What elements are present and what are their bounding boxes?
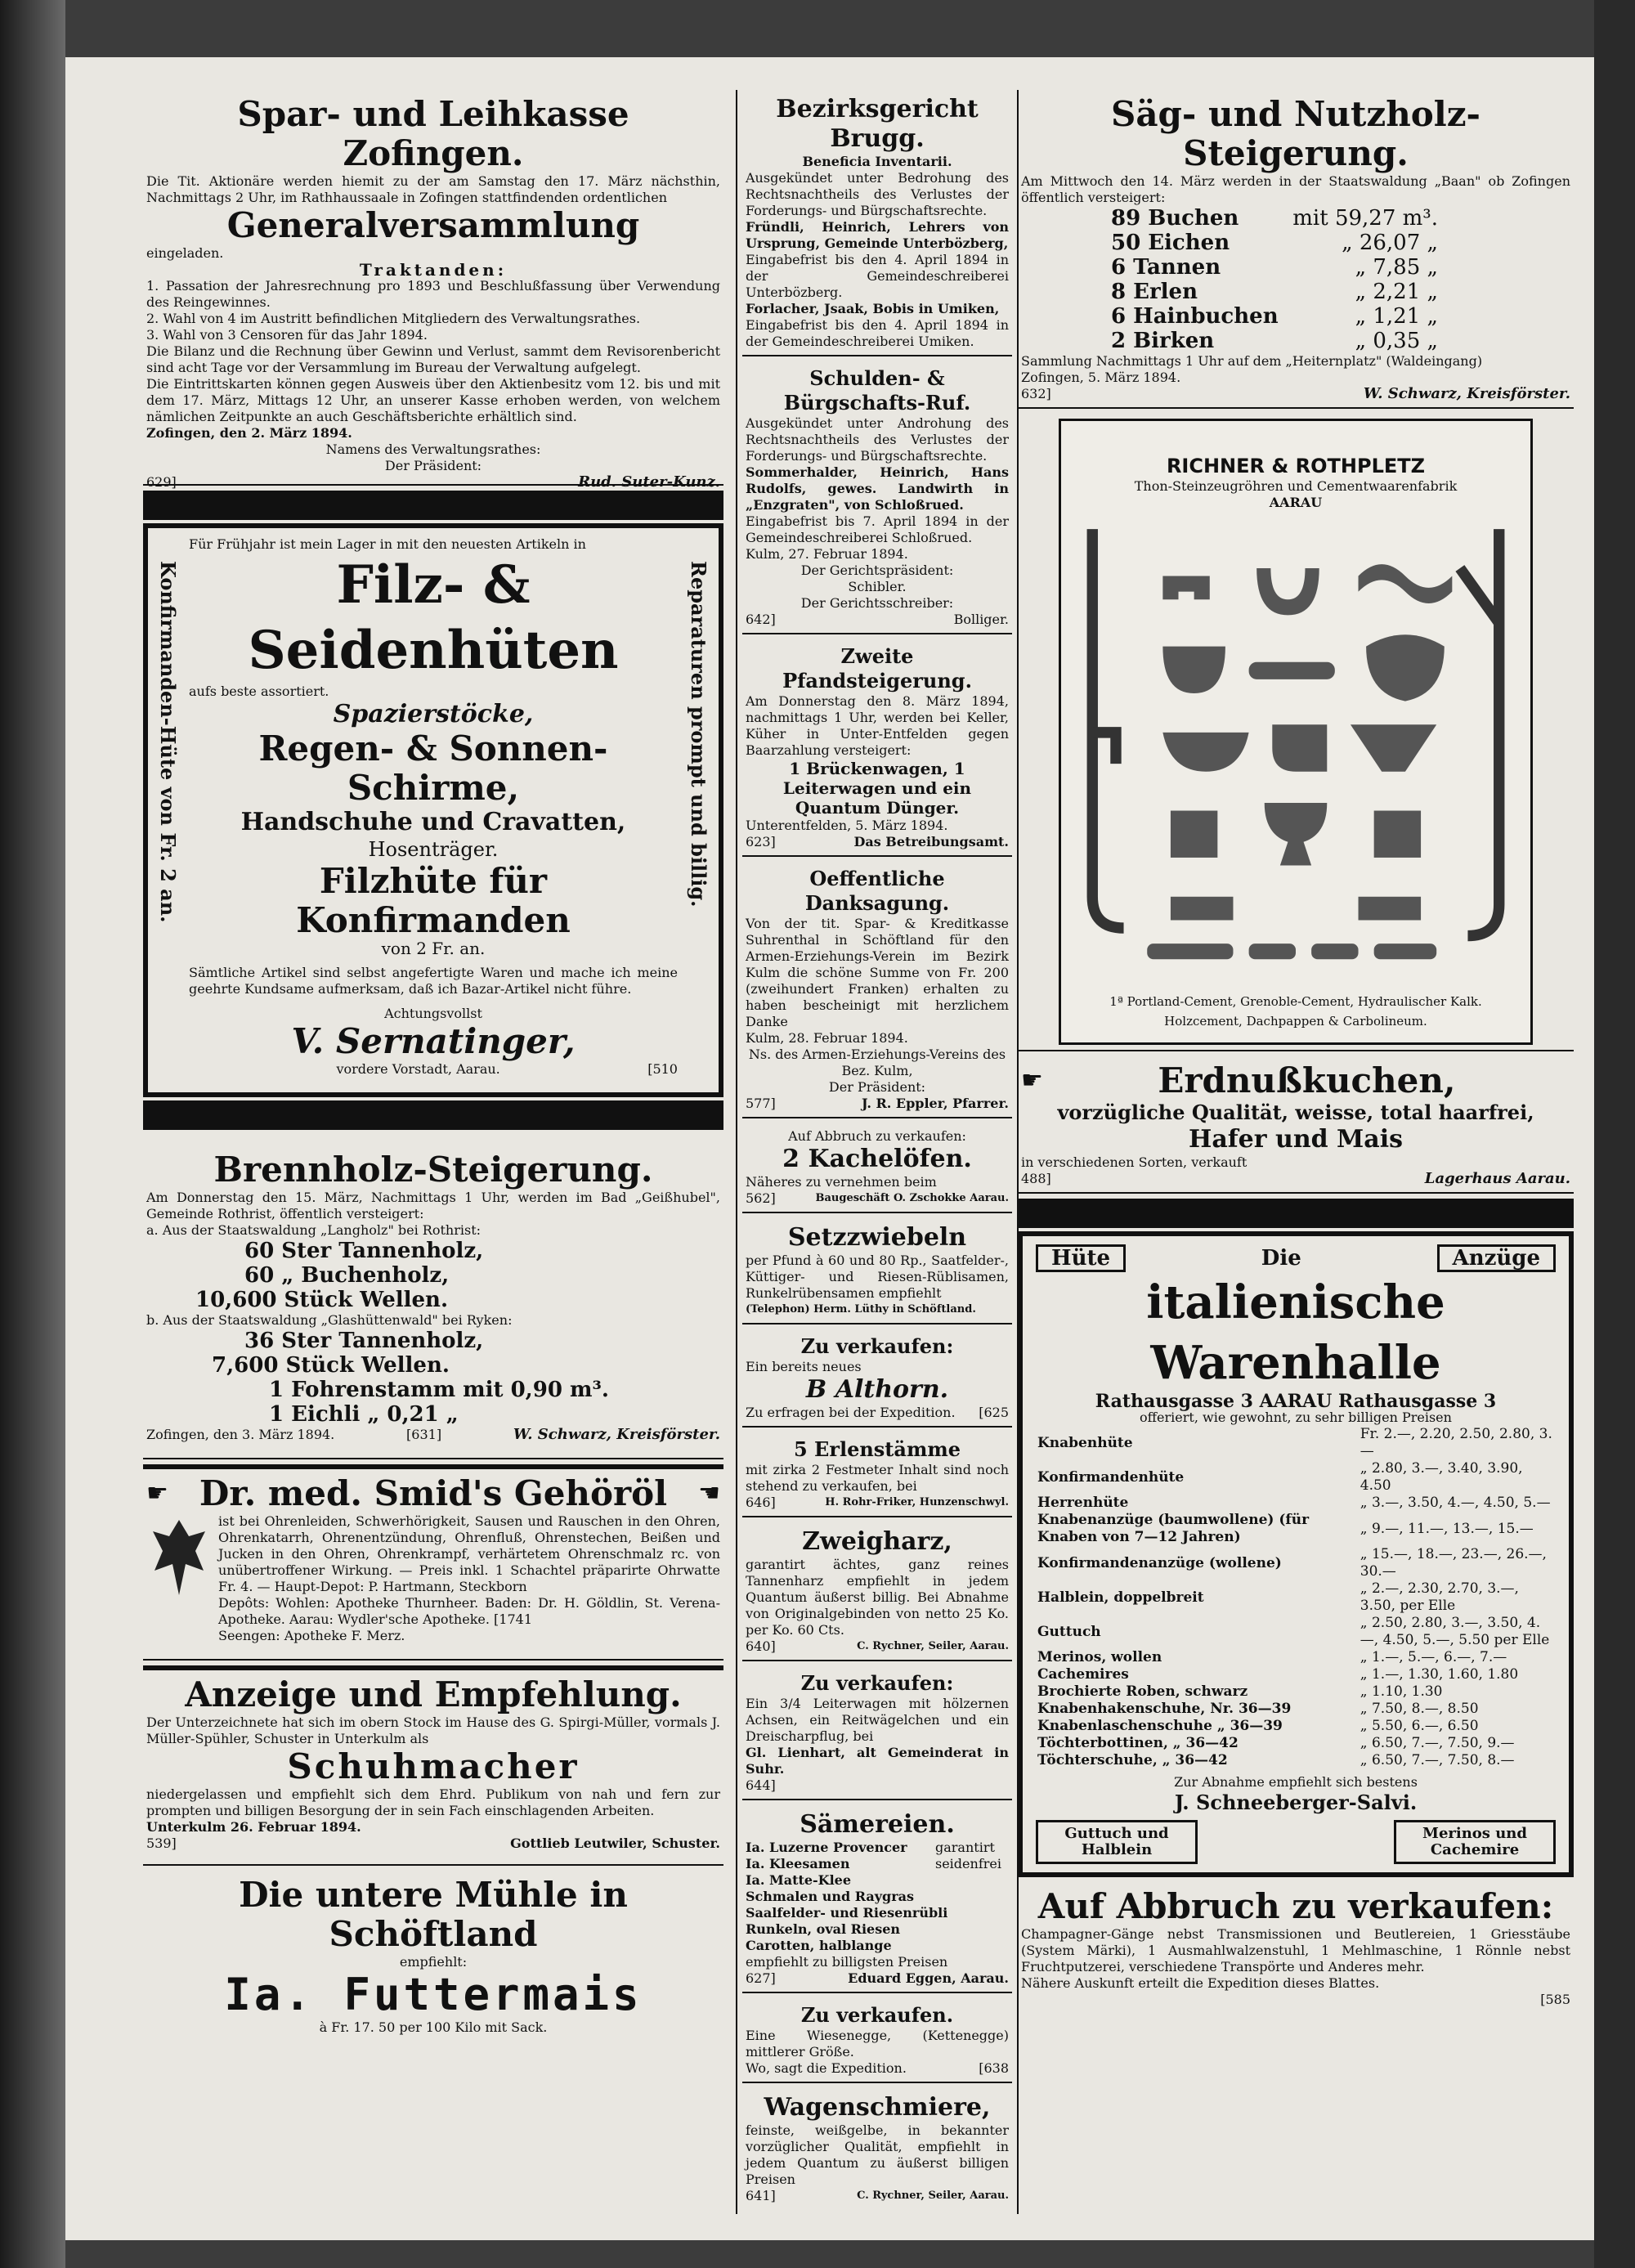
row-value: „ 1.—, 5.—, 6.—, 7.— xyxy=(1360,1649,1507,1665)
table-row xyxy=(1036,1495,1556,1512)
ad-text: Für Frühjahr ist mein Lager in mit den neuesten Artikeln in xyxy=(189,536,586,552)
ad-text: Ausgekündet unter Bedrohung des Rechtsnachtheils des Verlustes der Forderungs- und Bürgschaftsrechte. xyxy=(746,170,1009,218)
label-box: Anzüge xyxy=(1437,1244,1556,1272)
row-value: „ 2.80, 3.—, 3.40, 3.90, 4.50 xyxy=(1360,1460,1523,1494)
ad-signature: Rud. Suter-Kunz. xyxy=(578,473,720,491)
ad-title: Oeffentliche Danksagung. xyxy=(804,867,950,915)
ad-signature: Gottlieb Leutwiler, Schuster. xyxy=(510,1835,720,1851)
ad-text: Depôts: Wohlen: Apotheke Thurnheer. Baden: Dr. H. Göldlin, St. Verena-Apotheke. Aarau: Wydler'sche Apotheke. [1741 xyxy=(218,1595,720,1627)
ad-text: Am Donnerstag den 8. März 1894, nachmittags 1 Uhr, werden bei Keller, Küher in Unter-Entfelden gegen Baarzahlung versteigert: xyxy=(746,693,1009,758)
ad-text: Die Eintrittskarten können gegen Ausweis über den Aktienbesitz vom 12. bis und mit dem 17. März, Mittags 12 Uhr, an unserer Kasse erhoben werden, von welchem nämlichen Zeitpunkte an auch Geschäftsberichte erhältlich sind. xyxy=(146,376,720,424)
list-item: 1 Eichli „ 0,21 „ xyxy=(269,1402,459,1427)
row-label: Guttuch xyxy=(1037,1623,1101,1640)
ad-title: Bezirksgericht Brugg. xyxy=(776,95,979,153)
ad-number: 644] xyxy=(746,1777,776,1793)
ad-heading: Traktanden: xyxy=(359,260,508,280)
list-item: 60 Ster Tannenholz, xyxy=(244,1239,484,1263)
footer-text: 1ª Portland-Cement, Grenoble-Cement, Hydraulischer Kalk. xyxy=(1109,994,1482,1009)
ad-text: aufs beste assortiert. xyxy=(189,684,329,699)
list-item: 2. Wahl von 4 im Austritt befindlichen Mitgliedern des Verwaltungsrathes. xyxy=(146,311,641,326)
column-left xyxy=(143,90,723,2046)
ad-text: Achtungsvollst xyxy=(384,1006,482,1021)
ad-subtitle: Hafer und Mais xyxy=(1188,1125,1403,1154)
ad-number: 623] xyxy=(746,834,776,849)
company-subtitle: Thon-Steinzeugröhren und Cementwaarenfabrik xyxy=(1134,478,1458,494)
ad-text: offeriert, wie gewohnt, zu sehr billigen Preisen xyxy=(1140,1410,1452,1425)
ad-number: 642] xyxy=(746,612,776,627)
ad-text: Nähere Auskunft erteilt die Expedition dieses Blattes. xyxy=(1021,1975,1380,1991)
label-box: Merinos und Cachemire xyxy=(1394,1820,1556,1864)
row-value: „ 5.50, 6.—, 6.50 xyxy=(1360,1718,1479,1734)
row-label: Knabenanzüge (baumwollene) (für Knaben von 7—12 Jahren) xyxy=(1037,1512,1310,1545)
ad-text: Eingabefrist bis 7. April 1894 in der Gemeindeschreiberei Schloßrued. xyxy=(746,513,1009,545)
row-label: Knabenhakenschuhe, Nr. 36—39 xyxy=(1037,1701,1292,1717)
ad-text: Champagner-Gänge nebst Transmissionen und Beutlereien, 1 Griesstäube (System Märki), 1 Ausmahlwalzenstuhl, 1 Mehlmaschine, 1 Rönnle nebst Fruchtputzerei, verschiedene Transpörte und Anderes mehr. xyxy=(1021,1926,1570,1974)
ad-erlenstaemme xyxy=(742,1432,1012,1517)
ad-text: ist bei Ohrenleiden, Schwerhörigkeit, Sausen und Rauschen in den Ohren, Ohrenkatarrh, Ohrenentzündung, Ohrenfluß, Ohrenstechen, Beißen und Jucken in den Ohren, Ohrenkrampf, verhärtetem Ohrenschmalz rc. von unübertroffener Wirkung. — Preis inkl. 1 Schachtel präparirte Ohrwatte Fr. 4. — Haupt-Depot: P. Hartmann, Steckborn xyxy=(218,1513,720,1594)
pointing-hand-icon: ☛ xyxy=(1021,1066,1043,1095)
row-label: Töchterbottinen, „ 36—42 xyxy=(1037,1735,1239,1751)
ad-signature: (Telephon) Herm. Lüthy in Schöftland. xyxy=(746,1303,976,1316)
ad-text: Am Donnerstag den 15. März, Nachmittags 1 Uhr, werden im Bad „Geißhubel", Gemeinde Rothrist, öffentlich versteigert: xyxy=(146,1190,720,1221)
table-row xyxy=(1036,1701,1556,1718)
row-label: Knabenhüte xyxy=(1037,1434,1133,1451)
book-spine xyxy=(0,0,65,2268)
footer-text: Holzcement, Dachpappen & Carbolineum. xyxy=(1164,1014,1427,1029)
side-text: Konfirmanden-Hüte von Fr. 2 an. xyxy=(156,561,180,923)
list-item: 1. Passation der Jahresrechnung pro 1893 und Beschlußfassung über Verwendung des Reingewinnes. xyxy=(146,278,720,310)
table-row xyxy=(1036,1426,1556,1460)
ad-text: Auf Abbruch zu verkaufen: xyxy=(788,1128,966,1144)
ad-text: Sammlung Nachmittags 1 Uhr auf dem „Heiternplatz" (Waldeingang) xyxy=(1021,353,1483,369)
row-value: mit 59,27 m³. xyxy=(1292,206,1438,231)
pointing-hand-icon: ☚ xyxy=(698,1479,720,1508)
ad-title: Sämereien. xyxy=(800,1810,955,1839)
row-label: Halblein, doppelbreit xyxy=(1037,1589,1204,1606)
table-row xyxy=(1111,304,1438,329)
row-value: „ 7.50, 8.—, 8.50 xyxy=(1360,1701,1479,1717)
row-value: „ 6.50, 7.—, 7.50, 9.— xyxy=(1360,1735,1515,1751)
ad-title: Zweigharz, xyxy=(802,1527,952,1556)
ad-schuhmacher xyxy=(143,1665,723,1866)
ad-text: empfiehlt: xyxy=(399,1954,468,1970)
ad-signature: Lagerhaus Aarau. xyxy=(1424,1170,1570,1187)
table-row xyxy=(1036,1666,1556,1683)
ad-text: Eine Wiesenegge, (Kettenegge) mittlerer Größe. xyxy=(746,2028,1009,2060)
ad-number: 641] xyxy=(746,2188,776,2203)
ad-text: Forlacher, Jsaak, Bobis in Umiken, xyxy=(746,301,1000,316)
ad-number: [585 xyxy=(1540,1992,1570,2007)
ad-line: Regen- & Sonnen-Schirme, xyxy=(258,728,608,808)
ad-date: Unterkulm 26. Februar 1894. xyxy=(146,1819,361,1835)
table-row xyxy=(1036,1546,1556,1580)
page-edge xyxy=(1594,0,1635,2268)
row-label: 6 Tannen xyxy=(1111,255,1221,280)
ad-number: [510 xyxy=(647,1061,678,1077)
table-row xyxy=(1036,1683,1556,1701)
ad-title: 5 Erlenstämme xyxy=(793,1437,961,1461)
ad-sign: Der Präsident: xyxy=(384,458,482,473)
ad-richner-rothpletz xyxy=(1018,414,1574,1051)
ad-text: a. Aus der Staatswaldung „Langholz" bei Rothrist: xyxy=(146,1222,482,1238)
row-value: „ 26,07 „ xyxy=(1342,231,1438,255)
ad-signature: J. R. Eppler, Pfarrer. xyxy=(862,1096,1009,1111)
ad-text: per Pfund à 60 und 80 Rp., Saatfelder-, Küttiger- und Riesen-Rüblisamen, Runkelrübensamen empfiehlt xyxy=(746,1253,1009,1301)
ad-signature: C. Rychner, Seiler, Aarau. xyxy=(857,2190,1009,2202)
ad-number: 562] xyxy=(746,1190,776,1206)
ad-title: Anzeige und Empfehlung. xyxy=(185,1674,682,1714)
row-label: 6 Hainbuchen xyxy=(1111,304,1279,329)
pipe-catalog-illustration xyxy=(1059,419,1533,1045)
row-value: „ 2,21 „ xyxy=(1355,280,1438,304)
ad-title: Zu verkaufen: xyxy=(800,1334,954,1358)
list-item: 10,600 Stück Wellen. xyxy=(195,1288,449,1312)
ad-signature: Eduard Eggen, Aarau. xyxy=(848,1970,1009,1986)
row-label: Knabenlaschenschuhe „ 36—39 xyxy=(1037,1718,1283,1734)
list-item: Saalfelder- und Riesenrübli xyxy=(746,1905,948,1921)
ad-line: Handschuhe und Cravatten, xyxy=(240,808,626,836)
ad-zweigharz xyxy=(742,1522,1012,1661)
list-item: Carotten, halblange xyxy=(746,1938,892,1953)
row-value: „ 1,21 „ xyxy=(1355,304,1438,329)
ad-title: Säg- und Nutzholz-Steigerung. xyxy=(1111,94,1480,173)
ad-text: garantirt seidenfrei xyxy=(935,1840,1001,1871)
ad-line: Spazierstöcke, xyxy=(333,700,534,728)
table-row xyxy=(1036,1460,1556,1495)
row-label: 8 Erlen xyxy=(1111,280,1198,304)
row-value: „ 3.—, 3.50, 4.—, 4.50, 5.— xyxy=(1360,1495,1551,1511)
ad-signature: C. Rychner, Seiler, Aarau. xyxy=(857,1640,1009,1652)
ad-date: Kulm, 27. Februar 1894. xyxy=(746,546,908,562)
ad-number: 629] xyxy=(146,474,177,490)
ad-saegholz xyxy=(1018,90,1574,409)
row-value: „ 1.—, 1.30, 1.60, 1.80 xyxy=(1360,1666,1519,1683)
ad-gehoeroel xyxy=(143,1464,723,1661)
ad-text: vorzügliche Qualität, weisse, total haarfrei, xyxy=(1057,1100,1534,1124)
ad-text: niedergelassen und empfiehlt sich dem Ehrd. Publikum von nah und fern zur prompten und billigen Besorgung der in sein Fach einschlagenden Arbeiten. xyxy=(146,1786,720,1818)
table-row xyxy=(1036,1718,1556,1735)
list-item: 3. Wahl von 3 Censoren für das Jahr 1894. xyxy=(146,327,428,343)
ad-signature: Gl. Lienhart, alt Gemeinderat in Suhr. xyxy=(746,1745,1009,1777)
row-label: 2 Birken xyxy=(1111,329,1215,353)
ad-title: Erdnußkuchen, xyxy=(1158,1060,1456,1100)
ad-kacheloefen xyxy=(742,1123,1012,1213)
ad-sign: Ns. des Armen-Erziehungs-Vereins des Bez. Kulm, xyxy=(748,1047,1006,1078)
table-row xyxy=(1036,1615,1556,1649)
ad-title: Auf Abbruch zu verkaufen: xyxy=(1037,1886,1554,1926)
list-item: 7,600 Stück Wellen. xyxy=(212,1353,450,1378)
ad-text: empfiehlt zu billigsten Preisen xyxy=(746,1954,948,1970)
row-label: Merinos, wollen xyxy=(1037,1649,1162,1665)
ad-text: Am Mittwoch den 14. März werden in der Staatswaldung „Baan" ob Zofingen öffentlich versteigert: xyxy=(1021,173,1570,205)
row-value: „ 0,35 „ xyxy=(1355,329,1438,353)
ad-text: Zur Abnahme empfiehlt sich bestens xyxy=(1174,1774,1418,1790)
table-row xyxy=(1111,206,1438,231)
ad-signature: Das Betreibungsamt. xyxy=(853,834,1009,849)
ad-text: Die Tit. Aktionäre werden hiemit zu der am Samstag den 17. März nächsthin, Nachmittags 2 Uhr, im Rathhaussaale in Zofingen stattfindenden ordentlichen xyxy=(146,173,720,205)
ad-text: garantirt ächtes, ganz reines Tannenharz empfiehlt in jedem Quantum äußerst billig. Bei Abnahme von Originalgebinden von netto 25 Ko. per Ko. 60 Cts. xyxy=(746,1557,1009,1638)
row-label: Cachemires xyxy=(1037,1666,1129,1683)
list-item: Runkeln, oval Riesen xyxy=(746,1921,901,1937)
row-value: „ 9.—, 11.—, 13.—, 15.— xyxy=(1360,1520,1534,1537)
ad-title: Zu verkaufen. xyxy=(800,2003,954,2027)
ad-sign: Bolliger. xyxy=(953,612,1009,627)
row-value: „ 6.50, 7.—, 7.50, 8.— xyxy=(1360,1752,1515,1768)
ad-line: Hosenträger. xyxy=(368,838,499,861)
ad-number: 640] xyxy=(746,1638,776,1654)
row-value: „ 7,85 „ xyxy=(1355,255,1438,280)
list-item: 36 Ster Tannenholz, xyxy=(244,1329,484,1353)
ad-line: von 2 Fr. an. xyxy=(381,939,486,958)
row-value: „ 15.—, 18.—, 23.—, 26.—, 30.— xyxy=(1360,1546,1547,1580)
company-name: RICHNER & ROTHPLETZ xyxy=(1166,455,1426,477)
ad-text: in verschiedenen Sorten, verkauft xyxy=(1021,1154,1248,1170)
row-value: „ 2.50, 2.80, 3.—, 3.50, 4.—, 4.50, 5.—, 5.50 per Elle xyxy=(1360,1615,1550,1648)
ad-date: Zofingen, 5. März 1894. xyxy=(1021,370,1181,385)
ad-wagenschmiere xyxy=(742,2088,1012,2209)
ad-number: 646] xyxy=(746,1495,776,1510)
ad-althorn xyxy=(742,1329,1012,1428)
ad-number: 632] xyxy=(1021,386,1051,401)
list-item: 60 „ Buchenholz, xyxy=(244,1263,450,1288)
ad-number: [638 xyxy=(979,2060,1009,2076)
table-row xyxy=(1036,1512,1556,1546)
ad-text: Ein bereits neues xyxy=(746,1359,862,1374)
ad-date: Zofingen, den 3. März 1894. xyxy=(146,1427,335,1442)
ad-number: 539] xyxy=(146,1835,177,1851)
ad-leiterwagen xyxy=(742,1666,1012,1800)
ad-text: 1 Brückenwagen, 1 Leiterwagen und ein Quantum Dünger. xyxy=(782,759,972,818)
ad-address: vordere Vorstadt, Aarau. xyxy=(336,1061,500,1077)
row-label: Brochierte Roben, schwarz xyxy=(1037,1683,1248,1700)
ad-subtitle: Schuhmacher xyxy=(287,1746,580,1786)
decorative-band xyxy=(143,1100,723,1130)
ad-saemereien xyxy=(742,1805,1012,1993)
ad-text: Der Unterzeichnete hat sich im obern Stock im Hause des G. Spirgi-Müller, vormals J. Müller-Spühler, Schuster in Unterkulm als xyxy=(146,1714,720,1746)
ad-signature: W. Schwarz, Kreisförster. xyxy=(1363,385,1570,402)
ad-abbruch-muehle xyxy=(1018,1882,1574,2013)
ad-line: Filzhüte für Konfirmanden xyxy=(296,861,571,940)
row-label: Konfirmandenhüte xyxy=(1037,1468,1185,1486)
row-value: „ 2.—, 2.30, 2.70, 3.—, 3.50, per Elle xyxy=(1360,1580,1519,1614)
ad-address: Rathausgasse 3 AARAU Rathausgasse 3 xyxy=(1095,1391,1497,1412)
ad-title: Spar- und Leihkasse Zofingen. xyxy=(237,94,629,173)
list-item: 1 Fohrenstamm mit 0,90 m³. xyxy=(269,1378,609,1402)
column-right xyxy=(1018,90,1574,2018)
row-label: Herrenhüte xyxy=(1037,1495,1129,1511)
ad-text: eingeladen. xyxy=(146,245,224,261)
ad-title: Filz- & Seidenhüten xyxy=(248,554,619,681)
decorative-band xyxy=(1018,1199,1574,1228)
ad-signature: Baugeschäft O. Zschokke Aarau. xyxy=(815,1192,1009,1204)
row-value: „ 1.10, 1.30 xyxy=(1360,1683,1443,1700)
ad-text: Wo, sagt die Expedition. xyxy=(746,2060,907,2076)
ad-bezirksgericht xyxy=(742,90,1012,356)
ad-number: [631] xyxy=(406,1427,442,1442)
ad-title: 2 Kachelöfen. xyxy=(782,1145,972,1173)
ad-title: italienische Warenhalle xyxy=(1146,1275,1445,1390)
list-item: Ia. Kleesamen xyxy=(746,1856,850,1871)
ad-text: Zu erfragen bei der Expedition. xyxy=(746,1405,956,1420)
ad-date: Kulm, 28. Februar 1894. xyxy=(746,1030,908,1046)
ad-sernatinger xyxy=(143,491,723,1141)
ad-signature: W. Schwarz, Kreisförster. xyxy=(513,1426,720,1443)
table-row xyxy=(1111,231,1438,255)
ad-text: Von der tit. Spar- & Kreditkasse Suhrenthal in Schöftland für den Armen-Erziehungs-Verein im Bezirk Kulm die schöne Summe von Fr. 200 (zweihundert Franken) erhalten zu haben bescheinigt mit herzlichem Danke xyxy=(746,916,1009,1029)
ad-title: Schulden- & Bürgschafts-Ruf. xyxy=(783,366,971,415)
ad-number: [625 xyxy=(979,1405,1009,1420)
label-box: Guttuch und Halblein xyxy=(1036,1820,1198,1864)
ad-sign: Der Gerichtsschreiber: xyxy=(800,595,954,611)
table-row xyxy=(1111,280,1438,304)
ad-title: Wagenschmiere, xyxy=(764,2093,991,2122)
ad-text: Sommerhalder, Heinrich, Hans Rudolfs, gewes. Landwirth in „Enzgraten", von Schloßrued. xyxy=(746,464,1009,513)
ad-signature: V. Sernatinger, xyxy=(291,1021,576,1061)
ad-brennholz xyxy=(143,1145,723,1459)
table-row xyxy=(1036,1735,1556,1752)
ad-danksagung xyxy=(742,862,1012,1118)
ad-text: feinste, weißgelbe, in bekannter vorzüglicher Qualität, empfiehlt in jedem Quantum zu äußerst billigen Preisen xyxy=(746,2122,1009,2187)
ad-sign: Namens des Verwaltungsrathes: xyxy=(325,441,541,457)
ad-text: Eingabefrist bis den 4. April 1894 in der Gemeindeschreiberei Unterbözberg. xyxy=(746,252,1009,300)
ad-text: à Fr. 17. 50 per 100 Kilo mit Sack. xyxy=(319,2019,548,2035)
ad-setzzwiebeln xyxy=(742,1218,1012,1324)
list-item: Ia. Matte-Klee xyxy=(746,1872,852,1888)
ad-untere-muehle xyxy=(143,1871,723,2041)
ad-text: Eingabefrist bis den 4. April 1894 in der Gemeindeschreiberei Umiken. xyxy=(746,317,1009,349)
ad-date: Unterentfelden, 5. März 1894. xyxy=(746,818,948,833)
ad-text: Seengen: Apotheke F. Merz. xyxy=(218,1628,405,1643)
ad-wiesenegge xyxy=(742,1998,1012,2083)
ad-title: Brennholz-Steigerung. xyxy=(213,1150,653,1190)
ad-text: b. Aus der Staatswaldung „Glashüttenwald" bei Ryken: xyxy=(146,1312,513,1328)
price-table xyxy=(1036,1426,1556,1769)
pointing-hand-icon: ☛ xyxy=(146,1479,168,1508)
table-row xyxy=(1036,1752,1556,1769)
table-row xyxy=(1036,1580,1556,1615)
table-row xyxy=(1111,329,1438,353)
ad-text: Ein 3/4 Leiterwagen mit hölzernen Achsen, ein Reitwägelchen und ein Dreischarpflug, bei xyxy=(746,1696,1009,1744)
ad-number: 488] xyxy=(1021,1171,1051,1186)
row-value: Fr. 2.—, 2.20, 2.50, 2.80, 3.— xyxy=(1360,1426,1552,1459)
decorative-band xyxy=(143,491,723,520)
ad-signature: J. Schneeberger-Salvi. xyxy=(1174,1791,1418,1814)
ad-title: Zweite Pfandsteigerung. xyxy=(782,644,972,693)
list-item: Ia. Luzerne Provencer xyxy=(746,1840,907,1855)
ad-title: Die untere Mühle in Schöftland xyxy=(239,1875,628,1954)
ad-erdnusskuchen xyxy=(1018,1056,1574,1194)
ad-date: Zofingen, den 2. März 1894. xyxy=(146,425,352,441)
row-label: Töchterschuhe, „ 36—42 xyxy=(1037,1752,1228,1768)
ad-number: 627] xyxy=(746,1970,776,1986)
column-middle xyxy=(736,90,1019,2214)
row-label: 50 Eichen xyxy=(1111,231,1230,255)
ad-title: Zu verkaufen: xyxy=(800,1671,954,1695)
ad-subtitle: Ia. Futtermais xyxy=(224,1969,643,2020)
ad-text: Ausgekündet unter Androhung des Rechtsnachtheils des Verlustes der Forderungs- und Bürgschaftsrechte. xyxy=(746,415,1009,464)
ad-number: 577] xyxy=(746,1096,776,1111)
label-box: Hüte xyxy=(1036,1244,1126,1272)
ad-text: Sämtliche Artikel sind selbst angefertigte Waren und mache ich meine geehrte Kundsame aufmerksam, daß ich Bazar-Artikel nicht führe. xyxy=(189,965,678,997)
list-item: Schmalen und Raygras xyxy=(746,1889,915,1904)
table-row xyxy=(1111,255,1438,280)
table-row xyxy=(1036,1649,1556,1666)
ad-subtitle: Generalversammlung xyxy=(226,205,640,245)
ad-text: Die Bilanz und die Rechnung über Gewinn und Verlust, sammt dem Revisorenbericht sind acht Tage vor der Versammlung im Bureau der Verwaltung aufgelegt. xyxy=(146,343,720,375)
ad-sign: Der Präsident: xyxy=(828,1079,926,1095)
label-article: Die xyxy=(1261,1246,1301,1271)
ad-schuldenruf xyxy=(742,361,1012,634)
side-text: Reparaturen prompt und billig. xyxy=(687,561,710,908)
company-city: AARAU xyxy=(1269,495,1323,510)
ad-title: Dr. med. Smid's Gehöröl xyxy=(199,1473,668,1513)
ad-text: mit zirka 2 Festmeter Inhalt sind noch stehend zu verkaufen, bei xyxy=(746,1462,1009,1494)
ad-subtitle: Beneficia Inventarii. xyxy=(802,154,952,169)
ad-text: Fründli, Heinrich, Lehrers von Ursprung, Gemeinde Unterbözberg, xyxy=(746,219,1009,251)
ad-text: Näheres zu vernehmen beim xyxy=(746,1174,937,1190)
ad-sparkasse-zofingen xyxy=(143,90,723,491)
row-label: 89 Buchen xyxy=(1111,206,1239,231)
ad-sign: Der Gerichtspräsident: xyxy=(800,563,954,578)
ad-signature: H. Rohr-Friker, Hunzenschwyl. xyxy=(825,1496,1009,1508)
ad-subtitle: B Althorn. xyxy=(805,1375,949,1404)
pipes-icon xyxy=(1061,519,1530,977)
eagle-seal-icon xyxy=(146,1513,212,1603)
row-label: Konfirmandenanzüge (wollene) xyxy=(1037,1554,1282,1571)
ad-title: Setzzwiebeln xyxy=(787,1223,967,1252)
ad-sign: Schibler. xyxy=(848,579,907,594)
ad-warenhalle xyxy=(1018,1199,1574,1877)
ad-pfandsteigerung xyxy=(742,639,1012,857)
